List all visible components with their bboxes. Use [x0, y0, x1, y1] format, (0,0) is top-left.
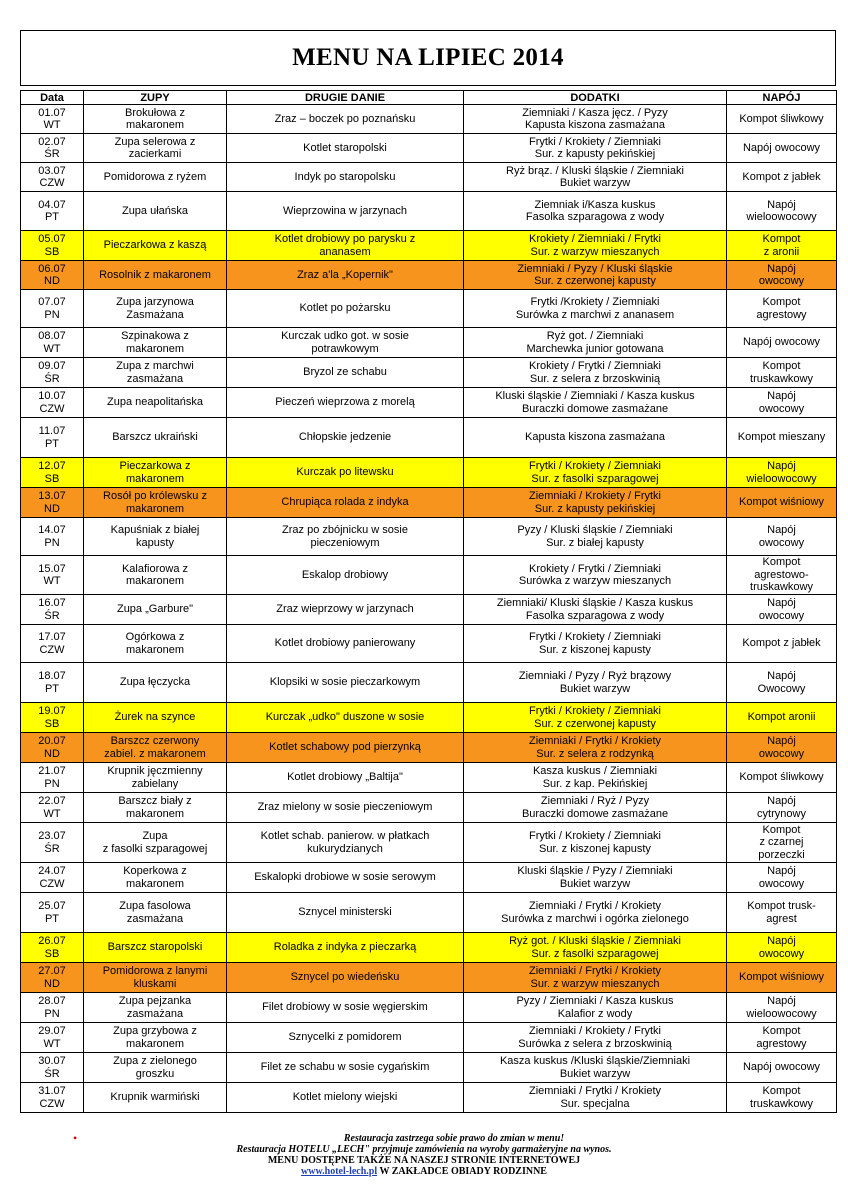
soup-cell: Zupa z zielonego groszku: [84, 1053, 227, 1083]
date-cell: 26.07 SB: [21, 933, 84, 963]
footer: [0, 1133, 848, 1177]
date-cell: 27.07 ND: [21, 963, 84, 993]
date-cell: 15.07 WT: [21, 556, 84, 595]
main-course-cell: Bryzol ze schabu: [227, 358, 464, 388]
sides-cell: Frytki / Krokiety / Ziemniaki Sur. z czerwonej kapusty: [464, 703, 727, 733]
table-row: [21, 105, 837, 134]
date-cell: 04.07 PT: [21, 192, 84, 231]
date-cell: 22.07 WT: [21, 793, 84, 823]
drink-cell: Napój owocowy: [727, 328, 837, 358]
main-course-cell: Kotlet staropolski: [227, 134, 464, 163]
header-date: Data: [21, 91, 84, 105]
bullet-icon: •: [73, 1131, 78, 1145]
soup-cell: Zupa neapolitańska: [84, 388, 227, 418]
main-course-cell: Filet drobiowy w sosie węgierskim: [227, 993, 464, 1023]
drink-cell: Kompot z aronii: [727, 231, 837, 261]
date-cell: 25.07 PT: [21, 893, 84, 933]
main-course-cell: Zraz po zbójnicku w sosie pieczeniowym: [227, 518, 464, 556]
table-row: [21, 134, 837, 163]
main-course-cell: Sznycel ministerski: [227, 893, 464, 933]
drink-cell: Kompot agrestowo- truskawkowy: [727, 556, 837, 595]
soup-cell: Żurek na szynce: [84, 703, 227, 733]
soup-cell: Zupa selerowa z zacierkami: [84, 134, 227, 163]
main-course-cell: Roladka z indyka z pieczarką: [227, 933, 464, 963]
drink-cell: Kompot śliwkowy: [727, 763, 837, 793]
date-cell: 09.07 ŚR: [21, 358, 84, 388]
drink-cell: Napój owocowy: [727, 595, 837, 625]
table-row: [21, 595, 837, 625]
soup-cell: Zupa z marchwi zasmażana: [84, 358, 227, 388]
header-main-course: DRUGIE DANIE: [227, 91, 464, 105]
table-row: [21, 458, 837, 488]
main-course-cell: Klopsiki w sosie pieczarkowym: [227, 663, 464, 703]
footer-note-orders: Restauracja HOTELU „LECH" przyjmuje zamówienia na wyroby garmażeryjne na wynos.: [236, 1144, 612, 1155]
main-course-cell: Kotlet drobiowy panierowany: [227, 625, 464, 663]
soup-cell: Barszcz czerwony zabiel. z makaronem: [84, 733, 227, 763]
table-row: [21, 192, 837, 231]
sides-cell: Ziemniaki / Krokiety / Frytki Sur. z kapusty pekińskiej: [464, 488, 727, 518]
main-course-cell: Chrupiąca rolada z indyka: [227, 488, 464, 518]
table-row: [21, 963, 837, 993]
sides-cell: Krokiety / Frytki / Ziemniaki Sur. z selera z brzoskwinią: [464, 358, 727, 388]
soup-cell: Zupa z fasolki szparagowej: [84, 823, 227, 863]
date-cell: 29.07 WT: [21, 1023, 84, 1053]
drink-cell: Kompot trusk- agrest: [727, 893, 837, 933]
main-course-cell: Eskalopki drobiowe w sosie serowym: [227, 863, 464, 893]
main-course-cell: Kotlet schab. panierow. w płatkach kukurydzianych: [227, 823, 464, 863]
main-course-cell: Sznycel po wiedeńsku: [227, 963, 464, 993]
sides-cell: Ryż brąz. / Kluski śląskie / Ziemniaki Bukiet warzyw: [464, 163, 727, 192]
table-row: [21, 488, 837, 518]
main-course-cell: Kurczak udko got. w sosie potrawkowym: [227, 328, 464, 358]
date-cell: 10.07 CZW: [21, 388, 84, 418]
soup-cell: Krupnik warmiński: [84, 1083, 227, 1113]
footer-link-suffix: W ZAKŁADCE OBIADY RODZINNE: [377, 1166, 547, 1177]
main-course-cell: Zraz – boczek po poznańsku: [227, 105, 464, 134]
title-box: [20, 30, 836, 86]
date-cell: 05.07 SB: [21, 231, 84, 261]
footer-note-changes: Restauracja zastrzega sobie prawo do zmian w menu!: [343, 1133, 565, 1144]
drink-cell: Kompot agrestowy: [727, 290, 837, 328]
sides-cell: Ziemniaki / Frytki / Krokiety Surówka z marchwi i ogórka zielonego: [464, 893, 727, 933]
table-row: [21, 261, 837, 290]
soup-cell: Szpinakowa z makaronem: [84, 328, 227, 358]
drink-cell: Napój Owocowy: [727, 663, 837, 703]
sides-cell: Frytki /Krokiety / Ziemniaki Surówka z marchwi z ananasem: [464, 290, 727, 328]
soup-cell: Kalafiorowa z makaronem: [84, 556, 227, 595]
date-cell: 19.07 SB: [21, 703, 84, 733]
drink-cell: Kompot mieszany: [727, 418, 837, 458]
soup-cell: Barszcz biały z makaronem: [84, 793, 227, 823]
website-link[interactable]: www.hotel-lech.pl: [301, 1166, 378, 1177]
menu-sheet: [20, 30, 836, 1113]
sides-cell: Kluski śląskie / Pyzy / Ziemniaki Bukiet warzyw: [464, 863, 727, 893]
main-course-cell: Kotlet schabowy pod pierzynką: [227, 733, 464, 763]
table-row: [21, 993, 837, 1023]
sides-cell: Kapusta kiszona zasmażana: [464, 418, 727, 458]
table-row: [21, 163, 837, 192]
menu-table: [20, 90, 837, 1113]
soup-cell: Barszcz ukraiński: [84, 418, 227, 458]
table-row: [21, 1023, 837, 1053]
soup-cell: Ogórkowa z makaronem: [84, 625, 227, 663]
table-row: [21, 625, 837, 663]
main-course-cell: Kotlet drobiowy po parysku z ananasem: [227, 231, 464, 261]
drink-cell: Kompot wiśniowy: [727, 963, 837, 993]
date-cell: 18.07 PT: [21, 663, 84, 703]
main-course-cell: Zraz wieprzowy w jarzynach: [227, 595, 464, 625]
sides-cell: Ziemniaki / Pyzy / Kluski śląskie Sur. z czerwonej kapusty: [464, 261, 727, 290]
main-course-cell: Kotlet mielony wiejski: [227, 1083, 464, 1113]
drink-cell: Napój wieloowocowy: [727, 192, 837, 231]
header-soups: ZUPY: [84, 91, 227, 105]
date-cell: 07.07 PN: [21, 290, 84, 328]
table-row: [21, 418, 837, 458]
drink-cell: Napój wieloowocowy: [727, 458, 837, 488]
soup-cell: Pieczarkowa z makaronem: [84, 458, 227, 488]
soup-cell: Zupa jarzynowa Zasmażana: [84, 290, 227, 328]
drink-cell: Kompot z jabłek: [727, 625, 837, 663]
table-row: [21, 893, 837, 933]
table-row: [21, 1083, 837, 1113]
sides-cell: Kluski śląskie / Ziemniaki / Kasza kuskus Buraczki domowe zasmażane: [464, 388, 727, 418]
sides-cell: Kasza kuskus /Kluski śląskie/Ziemniaki Bukiet warzyw: [464, 1053, 727, 1083]
sides-cell: Ziemniak i/Kasza kuskus Fasolka szparagowa z wody: [464, 192, 727, 231]
table-row: [21, 863, 837, 893]
main-course-cell: Kotlet po pożarsku: [227, 290, 464, 328]
drink-cell: Kompot aronii: [727, 703, 837, 733]
sides-cell: Ziemniaki / Krokiety / Frytki Surówka z selera z brzoskwinią: [464, 1023, 727, 1053]
table-row: [21, 663, 837, 703]
soup-cell: Zupa „Garbure": [84, 595, 227, 625]
sides-cell: Ziemniaki / Ryż / Pyzy Buraczki domowe zasmażane: [464, 793, 727, 823]
soup-cell: Rosolnik z makaronem: [84, 261, 227, 290]
sides-cell: Frytki / Krokiety / Ziemniaki Sur. z kiszonej kapusty: [464, 625, 727, 663]
date-cell: 13.07 ND: [21, 488, 84, 518]
soup-cell: Zupa ułańska: [84, 192, 227, 231]
main-course-cell: Wieprzowina w jarzynach: [227, 192, 464, 231]
table-row: [21, 328, 837, 358]
sides-cell: Krokiety / Frytki / Ziemniaki Surówka z warzyw mieszanych: [464, 556, 727, 595]
table-row: [21, 793, 837, 823]
table-row: [21, 518, 837, 556]
soup-cell: Kapuśniak z białej kapusty: [84, 518, 227, 556]
table-row: [21, 763, 837, 793]
drink-cell: Napój owocowy: [727, 863, 837, 893]
header-sides: DODATKI: [464, 91, 727, 105]
soup-cell: Zupa grzybowa z makaronem: [84, 1023, 227, 1053]
date-cell: 24.07 CZW: [21, 863, 84, 893]
table-row: [21, 1053, 837, 1083]
sides-cell: Ryż got. / Ziemniaki Marchewka junior gotowana: [464, 328, 727, 358]
sides-cell: Kasza kuskus / Ziemniaki Sur. z kap. Pekińskiej: [464, 763, 727, 793]
sides-cell: Frytki / Krokiety / Ziemniaki Sur. z kiszonej kapusty: [464, 823, 727, 863]
sides-cell: Pyzy / Kluski śląskie / Ziemniaki Sur. z białej kapusty: [464, 518, 727, 556]
sides-cell: Ziemniaki / Frytki / Krokiety Sur. z warzyw mieszanych: [464, 963, 727, 993]
menu-body: [21, 105, 837, 1113]
drink-cell: Kompot wiśniowy: [727, 488, 837, 518]
main-course-cell: Filet ze schabu w sosie cygańskim: [227, 1053, 464, 1083]
date-cell: 01.07 WT: [21, 105, 84, 134]
date-cell: 20.07 ND: [21, 733, 84, 763]
sides-cell: Ziemniaki / Kasza jęcz. / Pyzy Kapusta kiszona zasmażana: [464, 105, 727, 134]
sides-cell: Ryż got. / Kluski śląskie / Ziemniaki Sur. z fasolki szparagowej: [464, 933, 727, 963]
date-cell: 21.07 PN: [21, 763, 84, 793]
soup-cell: Koperkowa z makaronem: [84, 863, 227, 893]
drink-cell: Napój wieloowocowy: [727, 993, 837, 1023]
sides-cell: Ziemniaki / Pyzy / Ryż brązowy Bukiet warzyw: [464, 663, 727, 703]
drink-cell: Napój owocowy: [727, 518, 837, 556]
main-course-cell: Kurczak „udko" duszone w sosie: [227, 703, 464, 733]
drink-cell: Napój cytrynowy: [727, 793, 837, 823]
drink-cell: Kompot truskawkowy: [727, 358, 837, 388]
sides-cell: Krokiety / Ziemniaki / Frytki Sur. z warzyw mieszanych: [464, 231, 727, 261]
table-row: [21, 556, 837, 595]
main-course-cell: Zraz a'la „Kopernik": [227, 261, 464, 290]
soup-cell: Pomidorowa z ryżem: [84, 163, 227, 192]
drink-cell: Kompot śliwkowy: [727, 105, 837, 134]
drink-cell: Napój owocowy: [727, 1053, 837, 1083]
date-cell: 28.07 PN: [21, 993, 84, 1023]
footer-note-website: MENU DOSTĘPNE TAKŻE NA NASZEJ STRONIE INTERNETOWEJ: [267, 1155, 581, 1166]
date-cell: 08.07 WT: [21, 328, 84, 358]
footer-link-line: [0, 1166, 848, 1177]
table-row: [21, 703, 837, 733]
sides-cell: Pyzy / Ziemniaki / Kasza kuskus Kalafior z wody: [464, 993, 727, 1023]
drink-cell: Napój owocowy: [727, 261, 837, 290]
table-row: [21, 290, 837, 328]
soup-cell: Barszcz staropolski: [84, 933, 227, 963]
table-row: [21, 358, 837, 388]
date-cell: 03.07 CZW: [21, 163, 84, 192]
date-cell: 14.07 PN: [21, 518, 84, 556]
soup-cell: Krupnik jęczmienny zabielany: [84, 763, 227, 793]
main-course-cell: Zraz mielony w sosie pieczeniowym: [227, 793, 464, 823]
soup-cell: Pieczarkowa z kaszą: [84, 231, 227, 261]
soup-cell: Zupa łęczycka: [84, 663, 227, 703]
drink-cell: Kompot truskawkowy: [727, 1083, 837, 1113]
main-course-cell: Chłopskie jedzenie: [227, 418, 464, 458]
soup-cell: Zupa fasolowa zasmażana: [84, 893, 227, 933]
sides-cell: Ziemniaki / Frytki / Krokiety Sur. specjalna: [464, 1083, 727, 1113]
main-course-cell: Sznycelki z pomidorem: [227, 1023, 464, 1053]
date-cell: 31.07 CZW: [21, 1083, 84, 1113]
date-cell: 06.07 ND: [21, 261, 84, 290]
table-row: [21, 733, 837, 763]
date-cell: 02.07 ŚR: [21, 134, 84, 163]
date-cell: 17.07 CZW: [21, 625, 84, 663]
soup-cell: Brokułowa z makaronem: [84, 105, 227, 134]
soup-cell: Zupa pejzanka zasmażana: [84, 993, 227, 1023]
main-course-cell: Kotlet drobiowy „Baltija": [227, 763, 464, 793]
date-cell: 11.07 PT: [21, 418, 84, 458]
drink-cell: Kompot z czarnej porzeczki: [727, 823, 837, 863]
soup-cell: Rosół po królewsku z makaronem: [84, 488, 227, 518]
sides-cell: Ziemniaki / Frytki / Krokiety Sur. z selera z rodzynką: [464, 733, 727, 763]
sides-cell: Frytki / Krokiety / Ziemniaki Sur. z fasolki szparagowej: [464, 458, 727, 488]
table-row: [21, 823, 837, 863]
soup-cell: Pomidorowa z lanymi kluskami: [84, 963, 227, 993]
main-course-cell: Pieczeń wieprzowa z morelą: [227, 388, 464, 418]
date-cell: 30.07 ŚR: [21, 1053, 84, 1083]
drink-cell: Napój owocowy: [727, 134, 837, 163]
drink-cell: Kompot agrestowy: [727, 1023, 837, 1053]
table-row: [21, 388, 837, 418]
page-title: MENU NA LIPIEC 2014: [292, 44, 564, 71]
sides-cell: Frytki / Krokiety / Ziemniaki Sur. z kapusty pekińskiej: [464, 134, 727, 163]
main-course-cell: Indyk po staropolsku: [227, 163, 464, 192]
table-header-row: [21, 91, 837, 105]
header-drink: NAPÓJ: [727, 91, 837, 105]
drink-cell: Napój owocowy: [727, 733, 837, 763]
sides-cell: Ziemniaki/ Kluski śląskie / Kasza kuskus Fasolka szparagowa z wody: [464, 595, 727, 625]
date-cell: 16.07 ŚR: [21, 595, 84, 625]
table-row: [21, 231, 837, 261]
main-course-cell: Kurczak po litewsku: [227, 458, 464, 488]
main-course-cell: Eskalop drobiowy: [227, 556, 464, 595]
date-cell: 12.07 SB: [21, 458, 84, 488]
table-row: [21, 933, 837, 963]
drink-cell: Napój owocowy: [727, 933, 837, 963]
date-cell: 23.07 ŚR: [21, 823, 84, 863]
drink-cell: Napój owocowy: [727, 388, 837, 418]
drink-cell: Kompot z jabłek: [727, 163, 837, 192]
